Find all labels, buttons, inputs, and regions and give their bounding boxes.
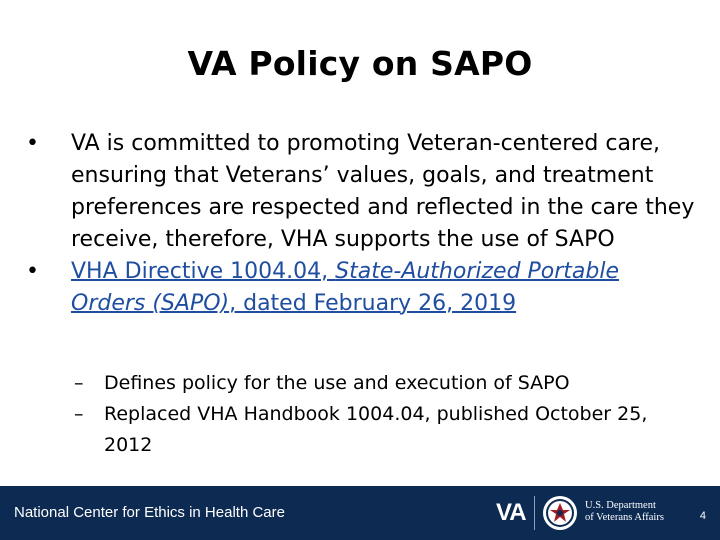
sub-bullet-item <box>74 368 684 399</box>
sub-bullet-list <box>74 368 684 461</box>
footer-org-name: National Center for Ethics in Health Care <box>14 504 285 521</box>
bullet-dot-icon: • <box>26 131 39 156</box>
page-number: 4 <box>699 510 706 522</box>
directive-link-prefix: VHA Directive 1004.04, <box>71 259 336 284</box>
bullet-dot-icon: • <box>26 259 39 284</box>
directive-link[interactable] <box>71 259 619 316</box>
sub-bullet-item <box>74 399 684 461</box>
va-logo: VA <box>496 499 526 526</box>
slide-title: VA Policy on SAPO <box>187 44 533 83</box>
bullet-item <box>26 128 696 256</box>
va-seal-icon <box>542 495 578 531</box>
va-department-name <box>585 500 664 524</box>
sub-bullet-text: Defines policy for the use and execution of SAPO <box>104 372 570 394</box>
footer-bar <box>0 486 720 540</box>
directive-link-title: State-Authorized Portable Orders (SAPO) <box>71 259 620 316</box>
dash-icon: – <box>74 403 84 425</box>
dash-icon: – <box>74 372 84 394</box>
bullet-text: VA is committed to promoting Veteran-centered care, ensuring that Veterans’ values, goals, and treatment preferences are respected and reflected in the care they receive, therefore, VHA supports the use of SAPO <box>71 131 695 252</box>
dept-line-2: of Veterans Affairs <box>585 512 664 523</box>
directive-link-date: , dated February 26, 2019 <box>229 291 517 316</box>
bullet-item <box>26 256 696 320</box>
bullet-list <box>26 128 696 320</box>
logo-divider <box>534 496 535 530</box>
dept-line-1: U.S. Department <box>585 500 656 511</box>
sub-bullet-text: Replaced VHA Handbook 1004.04, published October 25, 2012 <box>104 403 648 456</box>
